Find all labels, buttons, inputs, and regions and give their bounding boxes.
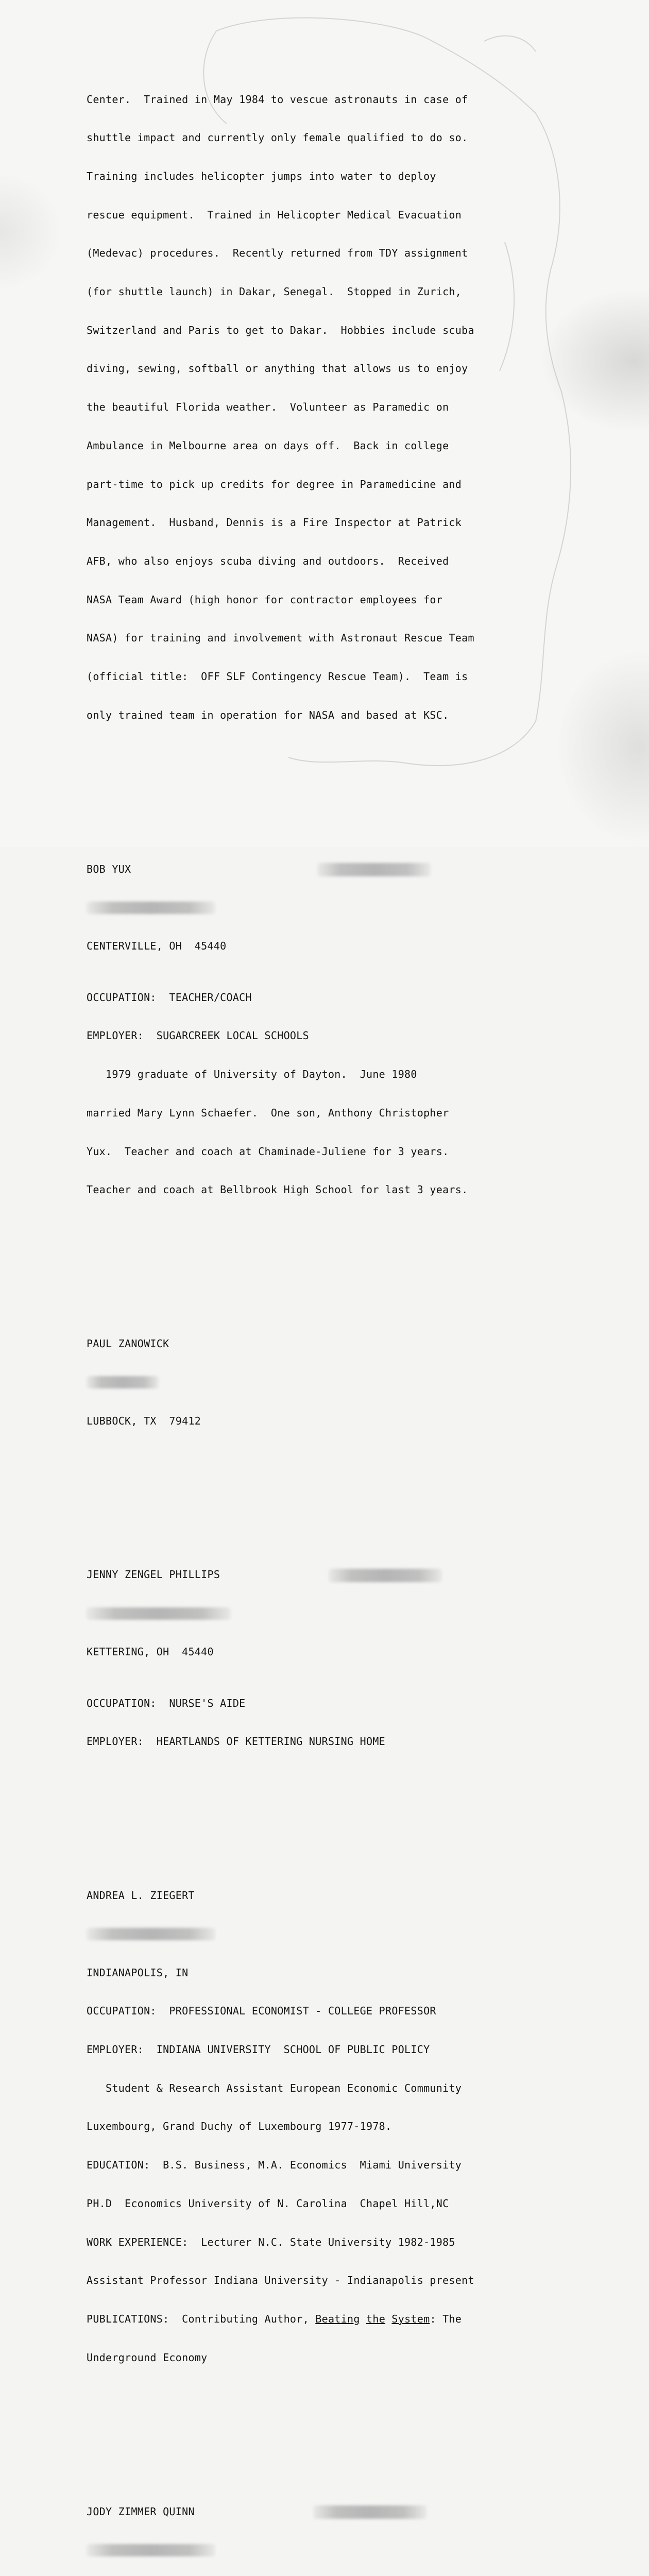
entry-bio: Student & Research Assistant European Economic Community <box>87 2081 462 2094</box>
text-line: the beautiful Florida weather. Volunteer as Paramedic on <box>87 401 449 414</box>
entry-education: EDUCATION: B.S. Business, M.A. Economics Miami University <box>87 2159 462 2172</box>
text-line: Ambulance in Melbourne area on days off. Back in college <box>87 439 449 452</box>
entry-city: CENTERVILLE, OH 45440 <box>87 940 227 953</box>
entry-bob-yux <box>87 837 566 1222</box>
publication-title-word: Beating <box>315 2312 360 2325</box>
publication-title-word: the <box>366 2312 386 2325</box>
entry-employer: EMPLOYER: SUGARCREEK LOCAL SCHOOLS <box>87 1029 309 1042</box>
entry-name: ANDREA L. ZIEGERT <box>87 1889 195 1902</box>
text-line: part-time to pick up credits for degree in Paramedicine and <box>87 478 462 490</box>
redacted-address <box>87 2544 215 2556</box>
publication-title-word: System <box>391 2312 430 2325</box>
redacted-phone <box>317 863 431 876</box>
entry-employer: EMPLOYER: INDIANA UNIVERSITY SCHOOL OF PUBLIC POLICY <box>87 2043 430 2056</box>
text-line: only trained team in operation for NASA and based at KSC. <box>87 708 449 721</box>
intro-paragraph <box>87 67 566 748</box>
entry-jenny-zengel-phillips <box>87 1543 566 1774</box>
text-line: NASA Team Award (high honor for contractor employees for <box>87 593 443 606</box>
redacted-address <box>87 1376 159 1388</box>
text-line: (for shuttle launch) in Dakar, Senegal. Stopped in Zurich, <box>87 285 462 298</box>
text-line: shuttle impact and currently only female qualified to do so. <box>87 131 468 144</box>
entry-city: INDIANAPOLIS, IN <box>87 1966 189 1979</box>
text-line: (official title: OFF SLF Contingency Rescue Team). Team is <box>87 670 468 683</box>
entry-employer: EMPLOYER: HEARTLANDS OF KETTERING NURSING HOME <box>87 1735 386 1748</box>
entry-bio: 1979 graduate of University of Dayton. June 1980 <box>87 1068 417 1081</box>
redacted-phone <box>313 2505 426 2519</box>
entry-name: JODY ZIMMER QUINN <box>87 2505 195 2518</box>
entry-bio: Luxembourg, Grand Duchy of Luxembourg 1977-1978. <box>87 2120 392 2133</box>
entry-work-experience: WORK EXPERIENCE: Lecturer N.C. State University 1982-1985 <box>87 2235 455 2248</box>
document-body <box>87 29 566 2576</box>
entry-education: PH.D Economics University of N. Carolina Chapel Hill,NC <box>87 2197 449 2210</box>
entry-andrea-ziegert <box>87 1863 566 2389</box>
text-line: (Medevac) procedures. Recently returned from TDY assignment <box>87 247 468 260</box>
entry-city: KETTERING, OH 45440 <box>87 1645 214 1658</box>
entry-occupation: OCCUPATION: TEACHER/COACH <box>87 991 252 1004</box>
text-line: rescue equipment. Trained in Helicopter Medical Evacuation <box>87 208 462 221</box>
entry-occupation: OCCUPATION: NURSE'S AIDE <box>87 1697 246 1709</box>
entry-name: JENNY ZENGEL PHILLIPS <box>87 1568 220 1581</box>
text-line: AFB, who also enjoys scuba diving and outdoors. Received <box>87 554 449 567</box>
entry-occupation: OCCUPATION: PROFESSIONAL ECONOMIST - COLLEGE PROFESSOR <box>87 2005 436 2018</box>
entry-bio: married Mary Lynn Schaefer. One son, Anthony Christopher <box>87 1106 449 1119</box>
text-line: Switzerland and Paris to get to Dakar. Hobbies include scuba <box>87 324 474 336</box>
text-line: NASA) for training and involvement with Astronaut Rescue Team <box>87 632 474 645</box>
publications-label: PUBLICATIONS: Contributing Author, <box>87 2312 316 2325</box>
entry-city: LUBBOCK, TX 79412 <box>87 1414 201 1427</box>
redacted-address <box>87 1928 215 1940</box>
entry-work-experience: Assistant Professor Indiana University - Indianapolis present <box>87 2274 474 2287</box>
entry-publications <box>87 2313 566 2326</box>
entry-name: BOB YUX <box>87 862 131 875</box>
text-line: Management. Husband, Dennis is a Fire Inspector at Patrick <box>87 516 462 529</box>
redacted-address <box>87 1607 231 1620</box>
text-line: Training includes helicopter jumps into water to deploy <box>87 170 436 182</box>
entry-paul-zanowick <box>87 1312 566 1453</box>
entry-name: PAUL ZANOWICK <box>87 1337 169 1350</box>
entry-jody-zimmer-quinn <box>87 2480 566 2576</box>
publications-suffix: : The <box>430 2312 462 2325</box>
entry-publications: Underground Economy <box>87 2351 208 2364</box>
entry-bio: Yux. Teacher and coach at Chaminade-Juliene for 3 years. <box>87 1145 449 1158</box>
text-line: diving, sewing, softball or anything that allows us to enjoy <box>87 362 468 375</box>
redacted-phone <box>329 1569 442 1582</box>
redacted-address <box>87 902 215 914</box>
entry-bio: Teacher and coach at Bellbrook High School for last 3 years. <box>87 1183 468 1196</box>
text-line: Center. Trained in May 1984 to vescue astronauts in case of <box>87 93 468 106</box>
